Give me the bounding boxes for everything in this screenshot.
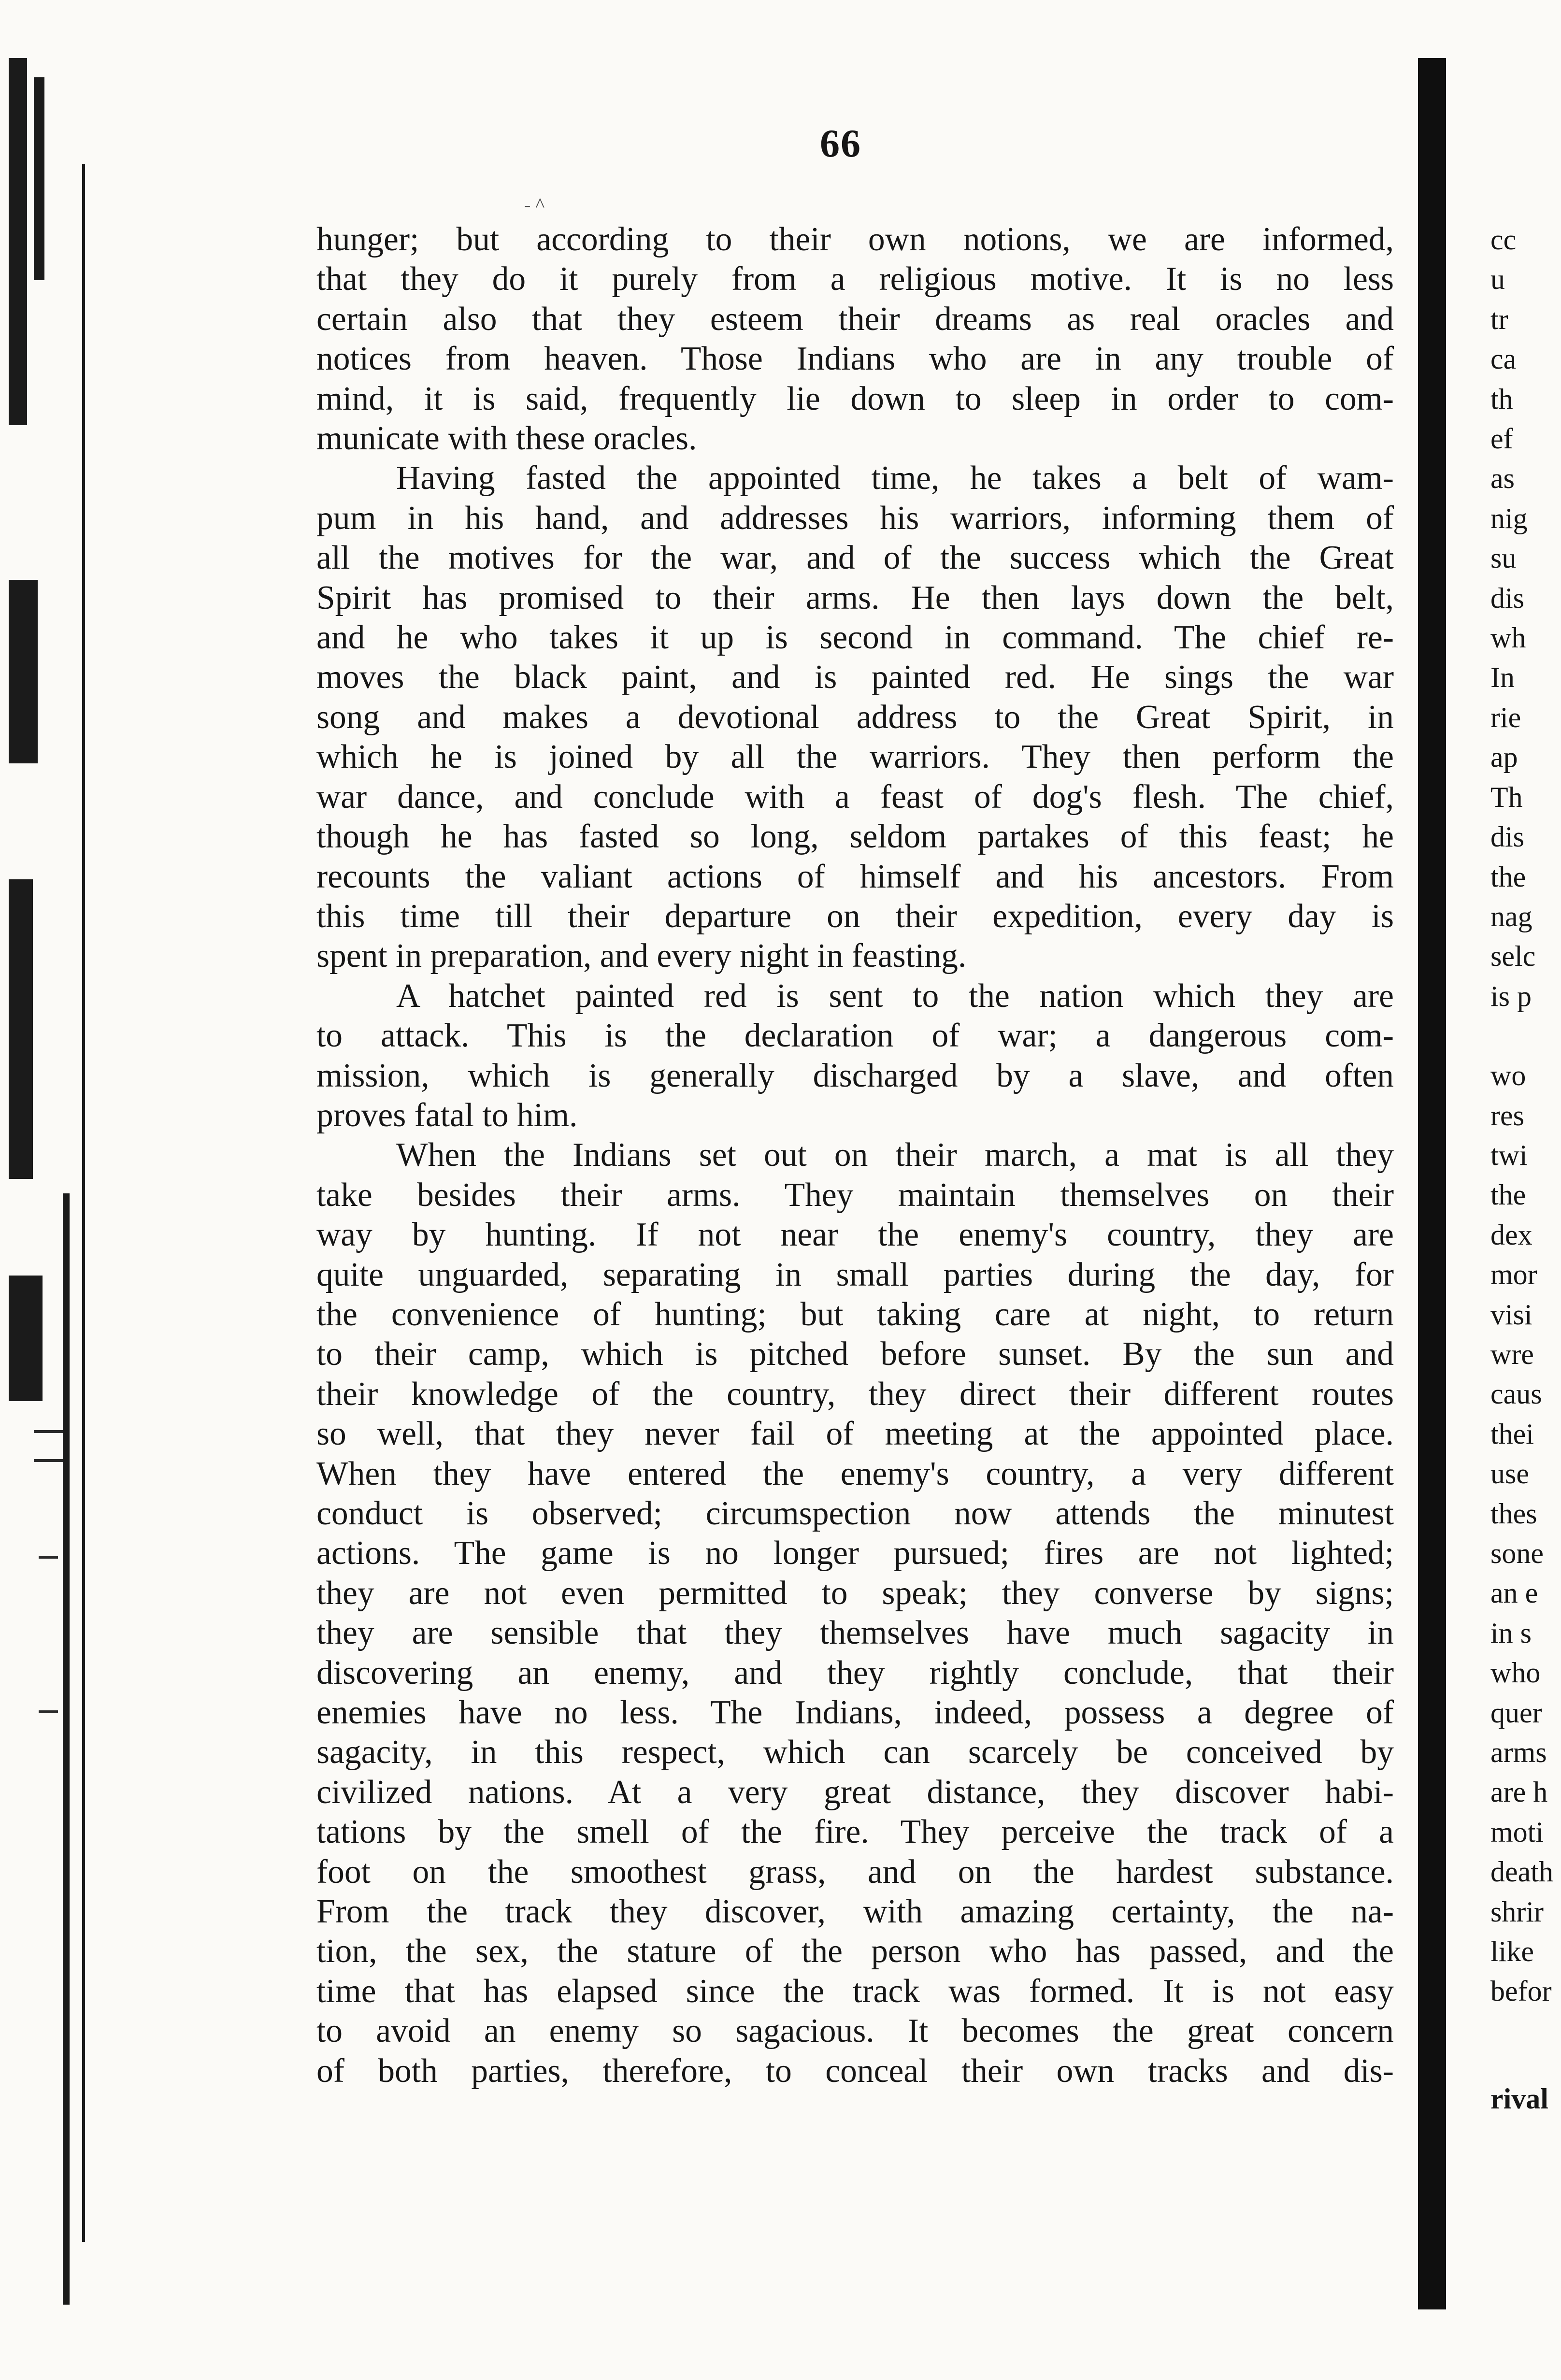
- facing-page-line-fragment: sone: [1490, 1537, 1544, 1569]
- facing-page-line-fragment: nig: [1490, 502, 1528, 534]
- text-line: to attack. This is the declaration of war; a dangerous com-: [316, 1017, 1394, 1055]
- facing-page-line-fragment: moti: [1490, 1816, 1544, 1848]
- facing-page-line-fragment: rie: [1490, 701, 1521, 733]
- facing-page-line-fragment: wo: [1490, 1060, 1526, 1092]
- text-line: Having fasted the appointed time, he takes a belt of wam-: [396, 459, 1394, 497]
- text-line: civilized nations. At a very great distance, they discover habi-: [316, 1773, 1394, 1811]
- facing-page-line-fragment: death: [1490, 1856, 1553, 1888]
- facing-page-line-fragment: the: [1490, 1179, 1526, 1211]
- facing-page-line-fragment: wre: [1490, 1338, 1534, 1370]
- facing-page-line-fragment: ap: [1490, 741, 1518, 774]
- text-line: war dance, and conclude with a feast of dog's flesh. The chief,: [316, 778, 1394, 816]
- facing-page-line-fragment: dis: [1490, 821, 1525, 853]
- text-line: municate with these oracles.: [316, 420, 697, 458]
- text-line: Spirit has promised to their arms. He then lays down the belt,: [316, 579, 1394, 617]
- facing-page-line-fragment: Th: [1490, 781, 1523, 813]
- text-line: and he who takes it up is second in command. The chief re-: [316, 619, 1394, 657]
- facing-page-line-fragment: selc: [1490, 940, 1536, 973]
- facing-page-line-fragment: dis: [1490, 582, 1525, 614]
- facing-page-line-fragment: as: [1490, 462, 1515, 495]
- facing-page-line-fragment: u: [1490, 263, 1505, 296]
- text-line: pum in his hand, and addresses his warriors, informing them of: [316, 499, 1394, 537]
- text-line: moves the black paint, and is painted red. He sings the war: [316, 659, 1394, 696]
- text-line: time that has elapsed since the track was formed. It is not easy: [316, 1972, 1394, 2010]
- facing-page-line-fragment: are h: [1490, 1776, 1548, 1808]
- text-line: discovering an enemy, and they rightly conclude, that their: [316, 1654, 1394, 1692]
- text-line: notices from heaven. Those Indians who are in any trouble of: [316, 340, 1394, 378]
- text-line: though he has fasted so long, seldom partakes of this feast; he: [316, 818, 1394, 856]
- text-line: the convenience of hunting; but taking care at night, to return: [316, 1295, 1394, 1333]
- text-line: so well, that they never fail of meeting at the appointed place.: [316, 1415, 1394, 1453]
- text-line: spent in preparation, and every night in feasting.: [316, 937, 967, 975]
- facing-page-line-fragment: th: [1490, 383, 1513, 415]
- ink-smudge: - ^: [524, 194, 545, 215]
- facing-page-line-fragment: rival: [1490, 2082, 1548, 2115]
- text-line: proves fatal to him.: [316, 1096, 578, 1134]
- facing-page-line-fragment: In: [1490, 661, 1515, 694]
- binding-spine-right: [1418, 58, 1446, 2309]
- text-line: take besides their arms. They maintain themselves on their: [316, 1176, 1394, 1214]
- text-line: conduct is observed; circumspection now attends the minutest: [316, 1495, 1394, 1532]
- facing-page-line-fragment: nag: [1490, 900, 1532, 932]
- text-line: From the track they discover, with amazing certainty, the na-: [316, 1893, 1394, 1931]
- facing-page-line-fragment: res: [1490, 1099, 1524, 1132]
- facing-page-line-fragment: tr: [1490, 303, 1508, 335]
- page-number: 66: [820, 121, 861, 165]
- text-line: they are sensible that they themselves have much sagacity in: [316, 1614, 1394, 1652]
- facing-page-line-fragment: thei: [1490, 1418, 1534, 1450]
- text-line: sagacity, in this respect, which can scarcely be conceived by: [316, 1734, 1394, 1771]
- facing-page-line-fragment: cc: [1490, 224, 1517, 256]
- facing-page-line-fragment: ef: [1490, 423, 1513, 455]
- text-line: that they do it purely from a religious motive. It is no less: [316, 260, 1394, 298]
- text-line: tion, the sex, the stature of the person who has passed, and the: [316, 1933, 1394, 1970]
- facing-page-line-fragment: wh: [1490, 622, 1526, 654]
- facing-page-line-fragment: caus: [1490, 1378, 1542, 1410]
- facing-page-line-fragment: shrir: [1490, 1895, 1544, 1928]
- text-line: their knowledge of the country, they direct their different routes: [316, 1375, 1394, 1413]
- facing-page-line-fragment: is p: [1490, 980, 1532, 1012]
- facing-page-line-fragment: ca: [1490, 343, 1517, 375]
- text-line: way by hunting. If not near the enemy's country, they are: [316, 1216, 1394, 1254]
- text-line: of both parties, therefore, to conceal their own tracks and dis-: [316, 2052, 1394, 2090]
- text-line: song and makes a devotional address to the Great Spirit, in: [316, 698, 1394, 736]
- text-line: When they have entered the enemy's country, a very different: [316, 1455, 1394, 1492]
- text-line: mind, it is said, frequently lie down to sleep in order to com-: [316, 380, 1394, 417]
- binding-shadow-left: [0, 58, 126, 2329]
- facing-page-line-fragment: like: [1490, 1936, 1534, 1968]
- facing-page-line-fragment: befor: [1490, 1975, 1552, 2007]
- facing-page-line-fragment: use: [1490, 1458, 1529, 1490]
- facing-page-line-fragment: mor: [1490, 1259, 1537, 1291]
- facing-page-line-fragment: thes: [1490, 1497, 1537, 1530]
- facing-page-line-fragment: in s: [1490, 1617, 1532, 1649]
- facing-page-line-fragment: twi: [1490, 1139, 1528, 1171]
- facing-page-line-fragment: arms: [1490, 1736, 1547, 1769]
- facing-page-line-fragment: visi: [1490, 1298, 1532, 1331]
- text-line: quite unguarded, separating in small parties during the day, for: [316, 1256, 1394, 1293]
- facing-page-line-fragment: the: [1490, 860, 1526, 893]
- text-line: foot on the smoothest grass, and on the hardest substance.: [316, 1853, 1394, 1891]
- facing-page-fragments: [1490, 220, 1561, 2119]
- text-line: actions. The game is no longer pursued; fires are not lighted;: [316, 1534, 1394, 1572]
- text-line: tations by the smell of the fire. They perceive the track of a: [316, 1813, 1394, 1851]
- text-line: which he is joined by all the warriors. They then perform the: [316, 738, 1394, 776]
- facing-page-line-fragment: su: [1490, 542, 1517, 574]
- text-line: hunger; but according to their own notions, we are informed,: [316, 221, 1394, 258]
- text-line: recounts the valiant actions of himself and his ancestors. From: [316, 858, 1394, 895]
- facing-page-line-fragment: quer: [1490, 1696, 1542, 1729]
- text-line: they are not even permitted to speak; they converse by signs;: [316, 1574, 1394, 1612]
- text-line: this time till their departure on their expedition, every day is: [316, 897, 1394, 935]
- text-line: enemies have no less. The Indians, indeed, possess a degree of: [316, 1694, 1394, 1732]
- text-line: all the motives for the war, and of the success which the Great: [316, 539, 1394, 577]
- text-line: A hatchet painted red is sent to the nation which they are: [396, 977, 1394, 1015]
- facing-page-line-fragment: dex: [1490, 1219, 1532, 1251]
- text-line: When the Indians set out on their march, a mat is all they: [396, 1136, 1394, 1174]
- text-line: certain also that they esteem their dreams as real oracles and: [316, 300, 1394, 338]
- text-line: to their camp, which is pitched before sunset. By the sun and: [316, 1335, 1394, 1373]
- text-line: mission, which is generally discharged by a slave, and often: [316, 1057, 1394, 1094]
- text-line: to avoid an enemy so sagacious. It becomes the great concern: [316, 2012, 1394, 2050]
- body-text: [316, 220, 1394, 2091]
- facing-page-line-fragment: who: [1490, 1657, 1541, 1689]
- facing-page-line-fragment: an e: [1490, 1577, 1538, 1609]
